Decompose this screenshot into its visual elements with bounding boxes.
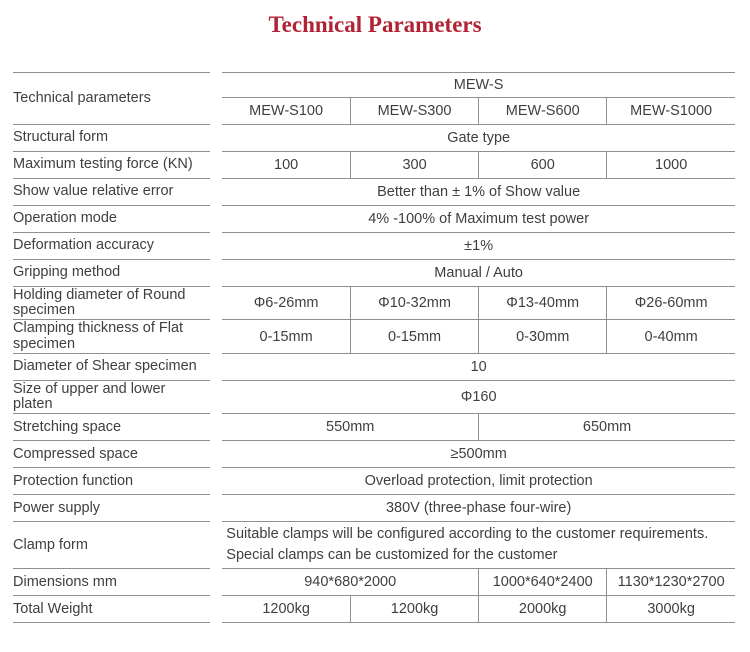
- table-row: [13, 522, 735, 569]
- clamp-form-line: Special clamps can be customized for the customer: [226, 547, 558, 564]
- row-label: Size of upper and lower platen: [13, 380, 210, 413]
- row-label: Compressed space: [13, 441, 210, 468]
- clamp-form-line: Suitable clamps will be configured according to the customer requirements.: [226, 526, 709, 543]
- gap-spacer: [210, 468, 222, 495]
- row-label: Technical parameters: [13, 73, 210, 125]
- table-row: [13, 353, 735, 380]
- table-row: [13, 596, 735, 623]
- row-label: Clamp form: [13, 522, 210, 569]
- table-row: [13, 414, 735, 441]
- row-label: Protection function: [13, 468, 210, 495]
- gap-spacer: [210, 569, 222, 596]
- gap-spacer: [210, 287, 222, 320]
- row-label: Gripping method: [13, 260, 210, 287]
- table-header-row: [13, 73, 735, 98]
- gap-spacer: [210, 179, 222, 206]
- value-cell: Manual / Auto: [222, 260, 735, 287]
- value-cell: 1200kg: [222, 596, 350, 623]
- gap-spacer: [210, 596, 222, 623]
- row-label: Holding diameter of Round specimen: [13, 287, 210, 320]
- row-label: Diameter of Shear specimen: [13, 353, 210, 380]
- table-row: [13, 380, 735, 413]
- gap-spacer: [210, 414, 222, 441]
- value-cell: 0-15mm: [222, 320, 350, 353]
- value-cell: 1200kg: [350, 596, 478, 623]
- value-cell: 0-15mm: [350, 320, 478, 353]
- value-cell: Φ6-26mm: [222, 287, 350, 320]
- model-header-cell: MEW-S100: [222, 98, 350, 125]
- table-row: [13, 260, 735, 287]
- row-label: Dimensions mm: [13, 569, 210, 596]
- row-label: Deformation accuracy: [13, 233, 210, 260]
- value-cell: Overload protection, limit protection: [222, 468, 735, 495]
- value-cell: Φ26-60mm: [607, 287, 735, 320]
- table-row: [13, 320, 735, 353]
- row-label: Structural form: [13, 125, 210, 152]
- model-header-cell: MEW-S1000: [607, 98, 735, 125]
- row-label: Clamping thickness of Flat specimen: [13, 320, 210, 353]
- gap-spacer: [210, 260, 222, 287]
- table-row: [13, 441, 735, 468]
- value-cell: 2000kg: [479, 596, 607, 623]
- value-cell: 1130*1230*2700: [607, 569, 735, 596]
- value-cell: 10: [222, 353, 735, 380]
- table-row: [13, 206, 735, 233]
- value-cell: 3000kg: [607, 596, 735, 623]
- gap-spacer: [210, 233, 222, 260]
- gap-spacer: [210, 320, 222, 353]
- technical-parameters-table: [13, 72, 735, 623]
- gap-spacer: [210, 522, 222, 569]
- gap-spacer: [210, 125, 222, 152]
- value-cell: Φ13-40mm: [479, 287, 607, 320]
- value-cell: 1000*640*2400: [479, 569, 607, 596]
- value-cell: 550mm: [222, 414, 478, 441]
- row-label: Show value relative error: [13, 179, 210, 206]
- value-cell: 300: [350, 152, 478, 179]
- gap-spacer: [210, 380, 222, 413]
- row-label: Maximum testing force (KN): [13, 152, 210, 179]
- table-row: [13, 233, 735, 260]
- row-label: Operation mode: [13, 206, 210, 233]
- page-title: Technical Parameters: [268, 12, 482, 37]
- value-cell: 4% -100% of Maximum test power: [222, 206, 735, 233]
- table-row: [13, 152, 735, 179]
- gap-spacer: [210, 353, 222, 380]
- value-cell: 100: [222, 152, 350, 179]
- value-cell: 0-40mm: [607, 320, 735, 353]
- value-cell: 0-30mm: [479, 320, 607, 353]
- table-row: [13, 569, 735, 596]
- value-cell: 650mm: [479, 414, 735, 441]
- value-cell: ≥500mm: [222, 441, 735, 468]
- table-row: [13, 179, 735, 206]
- gap-spacer: [210, 495, 222, 522]
- row-label: Stretching space: [13, 414, 210, 441]
- value-cell: [222, 522, 735, 569]
- model-header-cell: MEW-S600: [479, 98, 607, 125]
- value-cell: Φ160: [222, 380, 735, 413]
- row-label: Total Weight: [13, 596, 210, 623]
- gap-spacer: [210, 152, 222, 179]
- value-cell: ±1%: [222, 233, 735, 260]
- table-row: [13, 468, 735, 495]
- table-row: [13, 125, 735, 152]
- value-cell: 1000: [607, 152, 735, 179]
- value-cell: Φ10-32mm: [350, 287, 478, 320]
- model-header-cell: MEW-S300: [350, 98, 478, 125]
- table-row: [13, 495, 735, 522]
- table-row: [13, 287, 735, 320]
- row-label: Power supply: [13, 495, 210, 522]
- series-header-cell: MEW-S: [222, 73, 735, 98]
- value-cell: 380V (three-phase four-wire): [222, 495, 735, 522]
- gap-spacer: [210, 206, 222, 233]
- value-cell: Better than ± 1% of Show value: [222, 179, 735, 206]
- value-cell: 600: [479, 152, 607, 179]
- gap-spacer: [210, 441, 222, 468]
- gap-spacer: [210, 73, 222, 125]
- value-cell: 940*680*2000: [222, 569, 478, 596]
- value-cell: Gate type: [222, 125, 735, 152]
